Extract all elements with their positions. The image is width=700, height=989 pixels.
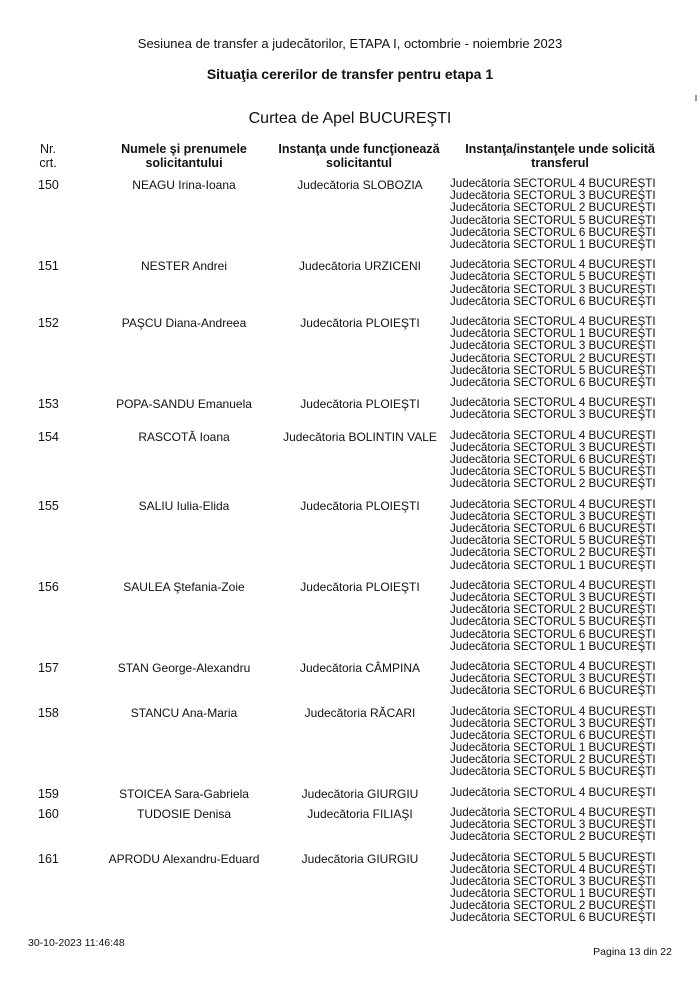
document-title: Situaţia cererilor de transfer pentru etapa 1 bbox=[206, 66, 494, 82]
requested-court-item: Judecătoria SECTORUL 3 BUCUREŞTI bbox=[450, 282, 656, 296]
requested-court-item: Judecătoria SECTORUL 5 BUCUREŞTI bbox=[450, 213, 656, 227]
requested-court-item: Judecătoria SECTORUL 5 BUCUREŞTI bbox=[450, 534, 656, 548]
requested-court-item: Judecătoria SECTORUL 1 BUCUREŞTI bbox=[450, 741, 656, 755]
requested-court-item: Judecătoria SECTORUL 2 BUCUREŞTI bbox=[450, 351, 656, 365]
requested-court-item: Judecătoria SECTORUL 1 BUCUREŞTI bbox=[450, 237, 656, 251]
requested-court-item: Judecătoria SECTORUL 1 BUCUREŞTI bbox=[450, 887, 656, 901]
requested-court-item: Judecătoria SECTORUL 2 BUCUREŞTI bbox=[450, 830, 656, 844]
court-name: Curtea de Apel BUCUREŞTI bbox=[248, 110, 452, 127]
table-row bbox=[0, 852, 700, 933]
scan-edge-mark bbox=[695, 95, 697, 101]
requested-courts bbox=[450, 580, 660, 653]
requested-court-item: Judecătoria SECTORUL 4 BUCUREŞTI bbox=[450, 314, 656, 328]
applicant-name: POPA-SANDU Emanuela bbox=[116, 397, 252, 412]
table-row bbox=[0, 499, 700, 580]
requested-courts bbox=[450, 807, 660, 844]
requested-courts bbox=[450, 661, 660, 698]
requested-court-item: Judecătoria SECTORUL 4 BUCUREŞTI bbox=[450, 428, 656, 442]
table-row bbox=[0, 430, 700, 499]
table-row bbox=[0, 259, 700, 316]
row-number: 160 bbox=[38, 806, 59, 821]
requested-court-item: Judecătoria SECTORUL 6 BUCUREŞTI bbox=[450, 728, 656, 742]
table-row bbox=[0, 316, 700, 397]
requested-court-item: Judecătoria SECTORUL 4 BUCUREŞTI bbox=[450, 659, 656, 673]
requested-court-item: Judecătoria SECTORUL 4 BUCUREŞTI bbox=[450, 258, 656, 272]
current-court: Judecătoria BOLINTIN VALE bbox=[283, 429, 437, 444]
requested-courts bbox=[450, 430, 660, 491]
requested-court-item: Judecătoria SECTORUL 6 BUCUREŞTI bbox=[450, 225, 656, 239]
current-court: Judecătoria PLOIEŞTI bbox=[300, 498, 420, 513]
table-row bbox=[0, 178, 700, 259]
table-row bbox=[0, 807, 700, 852]
requested-court-item: Judecătoria SECTORUL 4 BUCUREŞTI bbox=[450, 785, 656, 799]
column-header-name: Numele şi prenumele solicitantului bbox=[121, 142, 247, 170]
applicant-name: NEAGU Irina-Ioana bbox=[132, 178, 236, 192]
current-court: Judecătoria PLOIEŞTI bbox=[300, 397, 420, 412]
requested-court-item: Judecătoria SECTORUL 3 BUCUREŞTI bbox=[450, 818, 656, 832]
requested-court-item: Judecătoria SECTORUL 4 BUCUREŞTI bbox=[450, 396, 656, 410]
requested-court-item: Judecătoria SECTORUL 6 BUCUREŞTI bbox=[450, 911, 656, 925]
applicant-name: TUDOSIE Denisa bbox=[136, 806, 232, 821]
applicant-name: APRODU Alexandru-Eduard bbox=[108, 851, 260, 866]
current-court: Judecătoria SLOBOZIA bbox=[297, 178, 423, 192]
requested-court-item: Judecătoria SECTORUL 3 BUCUREŞTI bbox=[450, 339, 656, 353]
requested-court-item: Judecătoria SECTORUL 3 BUCUREŞTI bbox=[450, 509, 656, 523]
requested-court-item: Judecătoria SECTORUL 4 BUCUREŞTI bbox=[450, 862, 656, 876]
session-title: Sesiunea de transfer a judecătorilor, ETAPA I, octombrie - noiembrie 2023 bbox=[137, 36, 563, 51]
requested-court-item: Judecătoria SECTORUL 6 BUCUREŞTI bbox=[450, 375, 656, 389]
current-court: Judecătoria GIURGIU bbox=[301, 851, 419, 866]
row-number: 154 bbox=[38, 429, 59, 444]
requested-court-item: Judecătoria SECTORUL 6 BUCUREŞTI bbox=[450, 294, 656, 308]
requested-courts bbox=[450, 499, 660, 572]
row-number: 156 bbox=[38, 579, 59, 594]
requested-court-item: Judecătoria SECTORUL 3 BUCUREŞTI bbox=[450, 189, 656, 203]
requested-court-item: Judecătoria SECTORUL 3 BUCUREŞTI bbox=[450, 590, 656, 604]
applicant-name: NESTER Andrei bbox=[140, 259, 228, 274]
row-number: 151 bbox=[38, 259, 59, 274]
column-header-current-court: Instanţa unde funcţionează solicitantul bbox=[278, 142, 440, 170]
requested-court-item: Judecătoria SECTORUL 2 BUCUREŞTI bbox=[450, 201, 656, 215]
applicant-name: SALIU Iulia-Elida bbox=[138, 498, 230, 513]
requested-court-item: Judecătoria SECTORUL 2 BUCUREŞTI bbox=[450, 753, 656, 767]
row-number: 161 bbox=[38, 851, 59, 866]
requested-court-item: Judecătoria SECTORUL 2 BUCUREŞTI bbox=[450, 899, 656, 913]
requested-court-item: Judecătoria SECTORUL 1 BUCUREŞTI bbox=[450, 639, 656, 653]
requested-court-item: Judecătoria SECTORUL 4 BUCUREŞTI bbox=[450, 497, 656, 511]
requested-courts bbox=[450, 787, 660, 799]
requested-court-item: Judecătoria SECTORUL 6 BUCUREŞTI bbox=[450, 684, 656, 698]
current-court: Judecătoria GIURGIU bbox=[301, 786, 419, 801]
requested-court-item: Judecătoria SECTORUL 5 BUCUREŞTI bbox=[450, 465, 656, 479]
applicant-name: STAN George-Alexandru bbox=[117, 660, 251, 675]
requested-court-item: Judecătoria SECTORUL 6 BUCUREŞTI bbox=[450, 627, 656, 641]
requested-court-item: Judecătoria SECTORUL 5 BUCUREŞTI bbox=[450, 850, 656, 864]
requested-court-item: Judecătoria SECTORUL 4 BUCUREŞTI bbox=[450, 805, 656, 819]
requested-court-item: Judecătoria SECTORUL 3 BUCUREŞTI bbox=[450, 874, 656, 888]
requested-court-item: Judecătoria SECTORUL 3 BUCUREŞTI bbox=[450, 440, 656, 454]
requested-court-item: Judecătoria SECTORUL 3 BUCUREŞTI bbox=[450, 408, 656, 422]
row-number: 159 bbox=[38, 786, 59, 801]
requested-court-item: Judecătoria SECTORUL 2 BUCUREŞTI bbox=[450, 603, 656, 617]
current-court: Judecătoria CÂMPINA bbox=[299, 660, 421, 675]
requested-courts bbox=[450, 316, 660, 389]
requested-court-item: Judecătoria SECTORUL 2 BUCUREŞTI bbox=[450, 477, 656, 491]
column-header-requested-courts: Instanţa/instanţele unde solicită transferul bbox=[465, 142, 655, 170]
footer-timestamp: 30-10-2023 11:46:48 bbox=[28, 937, 125, 949]
requested-court-item: Judecătoria SECTORUL 5 BUCUREŞTI bbox=[450, 363, 656, 377]
requested-courts bbox=[450, 706, 660, 779]
requested-court-item: Judecătoria SECTORUL 4 BUCUREŞTI bbox=[450, 704, 656, 718]
table-row bbox=[0, 580, 700, 661]
applicant-name: STOICEA Sara-Gabriela bbox=[119, 786, 249, 801]
requested-courts bbox=[450, 259, 660, 308]
requested-court-item: Judecătoria SECTORUL 5 BUCUREŞTI bbox=[450, 270, 656, 284]
requested-court-item: Judecătoria SECTORUL 3 BUCUREŞTI bbox=[450, 716, 656, 730]
requested-court-item: Judecătoria SECTORUL 4 BUCUREŞTI bbox=[450, 578, 656, 592]
table-row bbox=[0, 706, 700, 787]
table-row bbox=[0, 661, 700, 706]
row-number: 153 bbox=[38, 397, 59, 412]
requested-court-item: Judecătoria SECTORUL 1 BUCUREŞTI bbox=[450, 327, 656, 341]
applicant-name: SAULEA Ştefania-Zoie bbox=[123, 579, 245, 594]
requested-court-item: Judecătoria SECTORUL 6 BUCUREŞTI bbox=[450, 452, 656, 466]
applicant-name: STANCU Ana-Maria bbox=[130, 705, 238, 720]
row-number: 158 bbox=[38, 705, 59, 720]
requested-court-item: Judecătoria SECTORUL 3 BUCUREŞTI bbox=[450, 672, 656, 686]
applicant-name: RASCOTĂ Ioana bbox=[138, 429, 230, 444]
requested-court-item: Judecătoria SECTORUL 5 BUCUREŞTI bbox=[450, 615, 656, 629]
requested-court-item: Judecătoria SECTORUL 2 BUCUREŞTI bbox=[450, 546, 656, 560]
row-number: 150 bbox=[38, 178, 59, 192]
current-court: Judecătoria RĂCARI bbox=[304, 705, 416, 720]
requested-court-item: Judecătoria SECTORUL 6 BUCUREŞTI bbox=[450, 521, 656, 535]
requested-courts bbox=[450, 397, 660, 421]
current-court: Judecătoria PLOIEŞTI bbox=[300, 315, 420, 330]
footer-page-number: Pagina 13 din 22 bbox=[593, 946, 672, 958]
requested-courts bbox=[450, 178, 660, 251]
requested-court-item: Judecătoria SECTORUL 4 BUCUREŞTI bbox=[450, 177, 656, 190]
row-number: 155 bbox=[38, 498, 59, 513]
row-number: 157 bbox=[38, 660, 59, 675]
current-court: Judecătoria URZICENI bbox=[298, 259, 422, 274]
requested-courts bbox=[450, 852, 660, 925]
transfer-requests-table bbox=[0, 178, 700, 933]
requested-court-item: Judecătoria SECTORUL 5 BUCUREŞTI bbox=[450, 765, 656, 779]
current-court: Judecătoria PLOIEŞTI bbox=[300, 579, 420, 594]
row-number: 152 bbox=[38, 315, 59, 330]
requested-court-item: Judecătoria SECTORUL 1 BUCUREŞTI bbox=[450, 558, 656, 572]
current-court: Judecătoria FILIAŞI bbox=[307, 806, 413, 821]
applicant-name: PAŞCU Diana-Andreea bbox=[121, 315, 247, 330]
column-header-nr: Nr. crt. bbox=[39, 142, 57, 170]
table-row bbox=[0, 397, 700, 429]
table-row bbox=[0, 787, 700, 807]
